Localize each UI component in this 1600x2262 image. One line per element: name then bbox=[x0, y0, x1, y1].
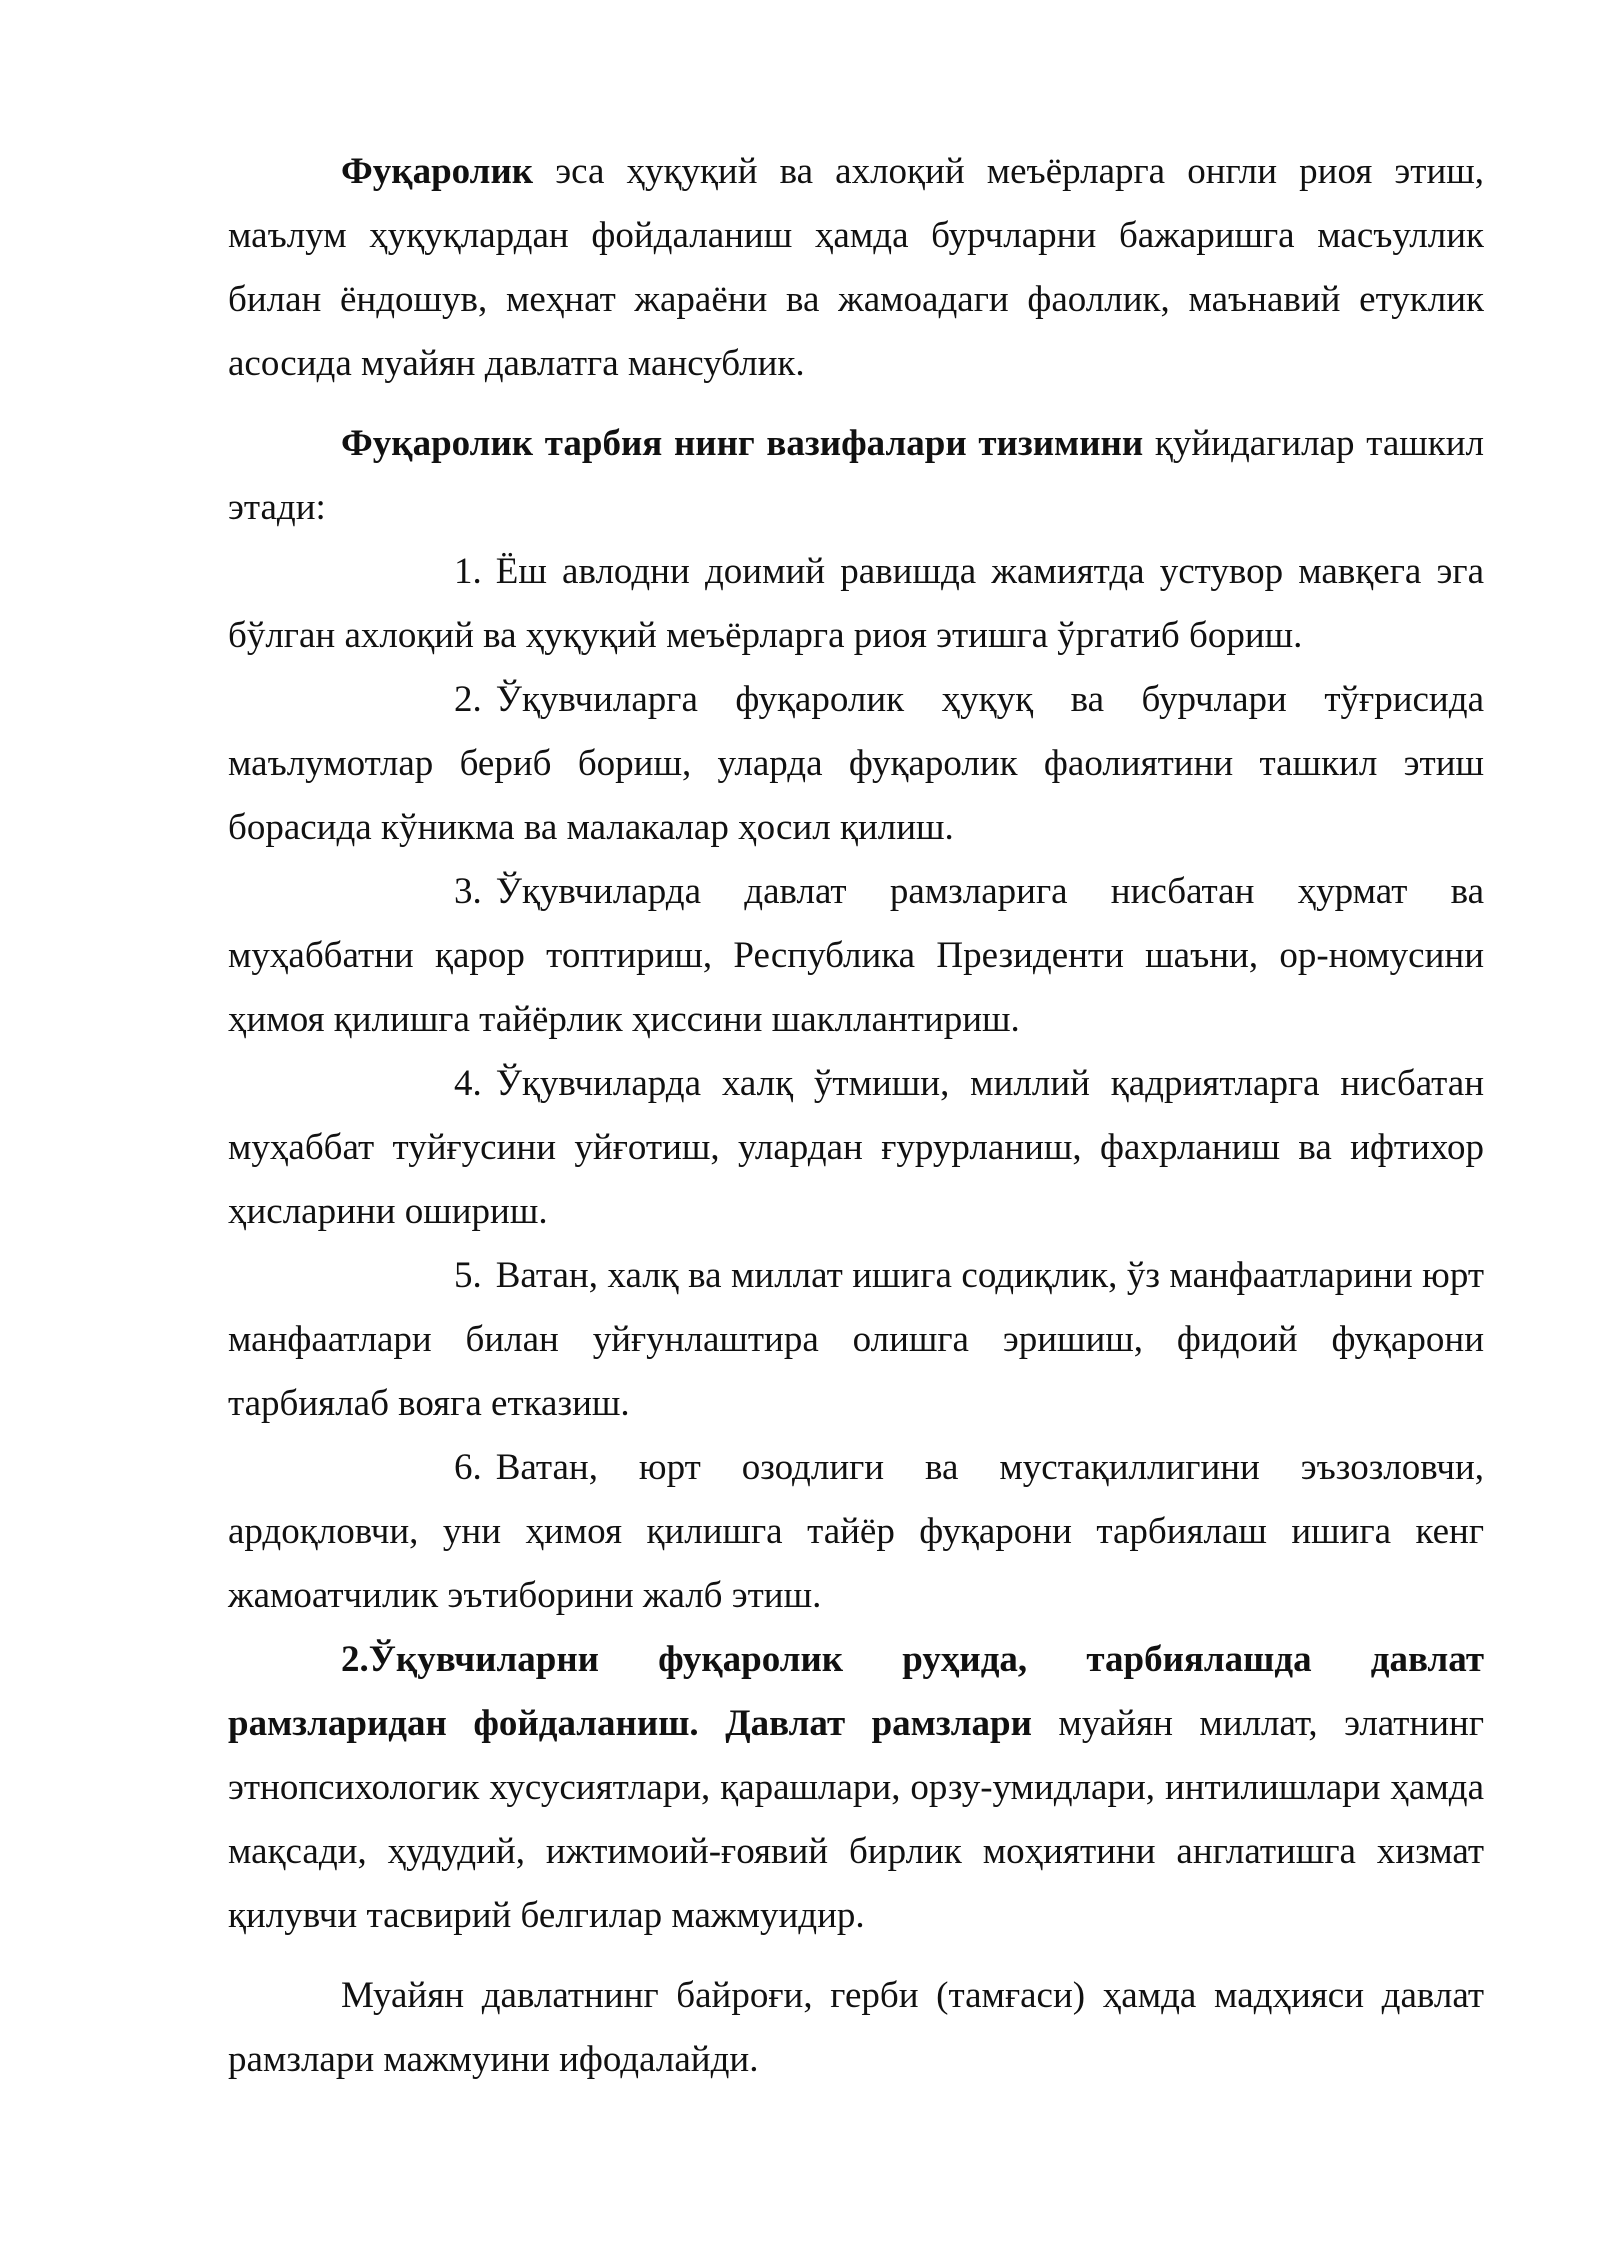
list-item-number: 6. bbox=[454, 1447, 482, 1488]
closing-paragraph: Муайян давлатнинг байроғи, герби (тамғаси) ҳамда мадҳияси давлат рамзлари мажмуини ифодалайди. bbox=[228, 1975, 1484, 2080]
list-item-number: 5. bbox=[454, 1255, 482, 1296]
list-item-number: 4. bbox=[454, 1063, 482, 1104]
tasks-term: Фуқаролик тарбия нинг вазифалари тизимини bbox=[341, 423, 1144, 464]
list-item-text: Ватан, юрт озодлиги ва мустақиллигини эъзозловчи, ардоқловчи, уни ҳимоя қилишга тайёр фуқарони тарбиялаш ишига кенг жамоатчилик эътиборини жалб этиш. bbox=[228, 1447, 1484, 1616]
list-item bbox=[228, 860, 1484, 1052]
list-item-number: 2. bbox=[454, 679, 482, 720]
citizenship-definition-paragraph bbox=[228, 140, 1484, 396]
list-item bbox=[228, 540, 1484, 668]
list-item-text: Ўқувчиларда халқ ўтмиши, миллий қадриятларга нисбатан муҳаббат туйғусини уйғотиш, улардан ғурурланиш, фахрланиш ва ифтихор ҳисларини ошириш. bbox=[228, 1063, 1484, 1232]
list-item bbox=[228, 1436, 1484, 1628]
list-item bbox=[228, 1244, 1484, 1436]
list-item-text: Ўқувчиларда давлат рамзларига нисбатан ҳурмат ва муҳаббатни қарор топтириш, Республика Президенти шаъни, ор-номусини ҳимоя қилишга тайёрлик ҳиссини шакллантириш. bbox=[228, 871, 1484, 1040]
tasks-intro-paragraph bbox=[228, 412, 1484, 540]
list-item bbox=[228, 668, 1484, 860]
list-item-text: Ўқувчиларга фуқаролик ҳуқуқ ва бурчлари тўғрисида маълумотлар бериб бориш, уларда фуқаролик фаолиятини ташкил этиш борасида кўникма ва малакалар ҳосил қилиш. bbox=[228, 679, 1484, 848]
state-symbols-paragraph bbox=[228, 1628, 1484, 1948]
citizenship-term: Фуқаролик bbox=[341, 151, 534, 192]
state-symbols-text: муайян миллат, элатнинг этнопсихологик хусусиятлари, қарашлари, орзу-умидлари, интилишлари ҳамда мақсади, ҳудудий, ижтимоий-ғоявий бирлик моҳиятини англатишга хизмат қилувчи тасвирий белгилар мажмуидир. bbox=[228, 1703, 1485, 1936]
list-item-number: 3. bbox=[454, 871, 482, 912]
state-symbols-term: Давлат рамзлари bbox=[725, 1703, 1032, 1744]
list-item-number: 1. bbox=[454, 551, 482, 592]
list-item-text: Ёш авлодни доимий равишда жамиятда устувор мавқега эга бўлган ахлоқий ва ҳуқуқий меъёрларга риоя этишга ўргатиб бориш. bbox=[228, 551, 1484, 656]
tasks-intro-text: қуйидагилар ташкил этади: bbox=[228, 423, 1485, 528]
list-item-text: Ватан, халқ ва миллат ишига содиқлик, ўз манфаатларини юрт манфаатлари билан уйғунлаштира олишга эришиш, фидоий фуқарони тарбиялаб вояга етказиш. bbox=[228, 1255, 1484, 1424]
section-heading: 2.Ўқувчиларни фуқаролик руҳида, тарбиялашда давлат рамзларидан фойдаланиш. bbox=[228, 1639, 1484, 1744]
document-page bbox=[228, 140, 1484, 2092]
list-item bbox=[228, 1052, 1484, 1244]
citizenship-definition-text: эса ҳуқуқий ва ахлоқий меъёрларга онгли риоя этиш, маълум ҳуқуқлардан фойдаланиш ҳамда бурчларни бажаришга масъуллик билан ёндошув, меҳнат жараёни ва жамоадаги фаоллик, маънавий етуклик асосида муайян давлатга мансублик. bbox=[228, 151, 1484, 384]
